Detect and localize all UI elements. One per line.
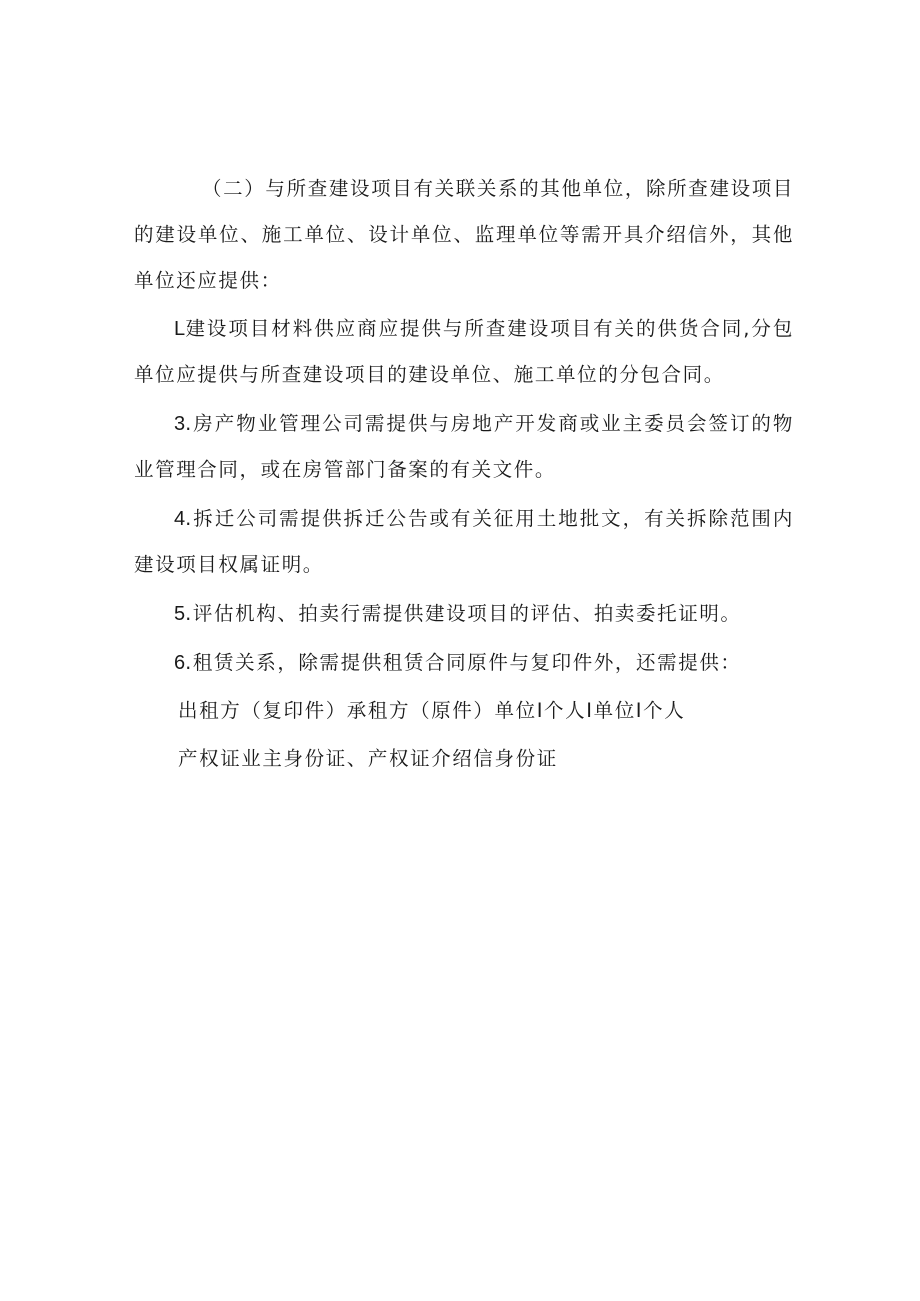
list-item-text: .评估机构、拍卖行需提供建设项目的评估、拍卖委托证明。 [185, 602, 742, 625]
table-row-line: 产权证业主身份证、产权证介绍信身份证 [178, 747, 558, 770]
table-header-line: 出租方（复印件）承租方（原件）单位I个人I单位I个人 [178, 699, 686, 722]
paragraph-related-units: （二）与所查建设项目有关联关系的其他单位，除所查建设项目的建设单位、施工单位、设计单位、监理单位等需开具介绍信外，其他单位还应提供： [134, 177, 794, 292]
list-item-text: .房产物业管理公司需提供与房地产开发商或业主委员会签订的物业管理合同，或在房管部门备案的有关文件。 [134, 412, 794, 481]
list-item-text: .拆迁公司需提供拆迁公告或有关征用土地批文，有关拆除范围内建设项目权属证明。 [134, 507, 794, 576]
list-item-property-management [134, 401, 794, 493]
list-item-supplier [134, 306, 794, 398]
list-item-text: .租赁关系，除需提供租赁合同原件与复印件外，还需提供： [185, 651, 742, 674]
list-marker: 5 [174, 603, 186, 625]
list-marker: 3 [174, 413, 186, 435]
list-item-text: 建设项目材料供应商应提供与所查建设项目有关的供货合同,分包单位应提供与所查建设项目的建设单位、施工单位的分包合同。 [134, 317, 794, 386]
list-marker: 4 [174, 508, 186, 530]
list-item-appraisal [134, 591, 794, 637]
list-marker: 6 [174, 652, 186, 674]
list-item-demolition [134, 496, 794, 588]
list-marker: L [174, 318, 186, 340]
list-item-lease [134, 640, 794, 686]
